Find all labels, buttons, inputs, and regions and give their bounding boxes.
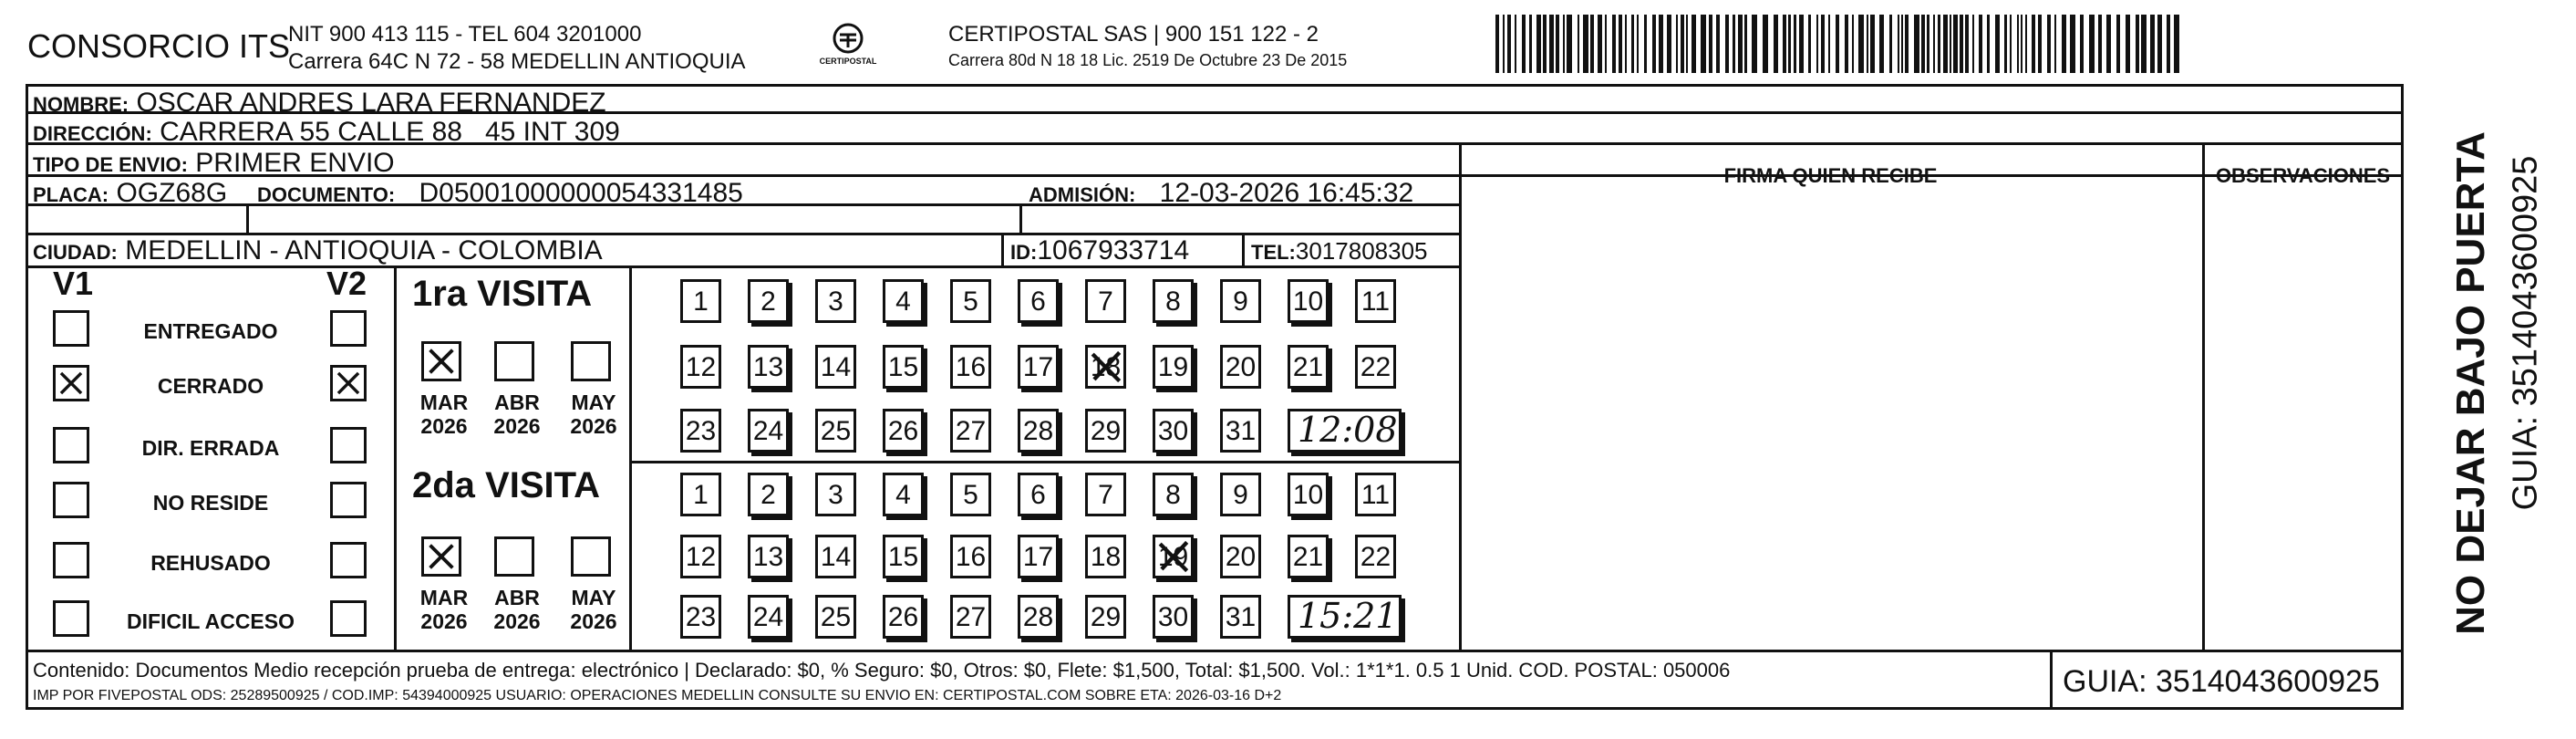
month-label: MAR — [419, 390, 469, 414]
shipment-type: PRIMER ENVIO — [195, 148, 395, 178]
admission-value: 12-03-2026 16:45:32 — [1159, 178, 1414, 208]
barcode-bar — [2136, 15, 2139, 73]
company-address: Carrera 64C N 72 - 58 MEDELLIN ANTIOQUIA — [288, 49, 746, 74]
id-label: ID: — [1010, 241, 1038, 264]
barcode-bar — [1738, 15, 1743, 73]
observations-header: OBSERVACIONES — [2215, 164, 2391, 187]
barcode-bar — [1536, 15, 1541, 73]
barcode-bar — [1808, 15, 1811, 73]
month-label: ABR — [494, 586, 540, 609]
day-box[interactable]: 14 — [815, 345, 856, 389]
barcode-bar — [1556, 15, 1559, 73]
day-box[interactable]: 21 — [1288, 345, 1329, 389]
barcode-bar — [1799, 15, 1804, 73]
year-label: 2026 — [420, 609, 468, 633]
v1-checkbox[interactable] — [53, 482, 89, 518]
day-box[interactable]: 6 — [1018, 279, 1059, 323]
day-box[interactable]: 26 — [883, 595, 924, 639]
v1-checkbox[interactable] — [53, 310, 89, 347]
day-box[interactable]: 4 — [883, 473, 924, 516]
barcode-bar — [1914, 15, 1919, 73]
barcode-bar — [1644, 15, 1647, 73]
tel-label: TEL: — [1251, 241, 1296, 264]
barcode-bar — [1921, 15, 1925, 73]
barcode-bar — [1625, 15, 1627, 73]
city-label: CIUDAD: — [33, 241, 118, 264]
v2-label: V2 — [326, 265, 367, 302]
day-box[interactable]: 5 — [950, 473, 991, 516]
barcode-bar — [1972, 15, 1974, 73]
day-box[interactable]: 22 — [1355, 535, 1396, 578]
year-label: 2026 — [570, 609, 617, 633]
barcode-bar — [1522, 15, 1526, 73]
day-box[interactable]: 13 — [748, 535, 789, 578]
day-box[interactable]: 21 — [1288, 535, 1329, 578]
barcode-bar — [2150, 15, 2155, 73]
barcode-bar — [1752, 15, 1757, 73]
barcode-bar — [1507, 15, 1511, 73]
v1-checkbox[interactable] — [53, 365, 89, 401]
company-name: CONSORCIO ITS — [27, 27, 291, 65]
day-box[interactable]: 19 — [1153, 535, 1194, 578]
day-box[interactable]: 23 — [680, 409, 721, 453]
day-box[interactable]: 24 — [748, 409, 789, 453]
barcode-bar — [2174, 15, 2179, 73]
day-box[interactable]: 31 — [1220, 595, 1261, 639]
day-box[interactable]: 8 — [1153, 473, 1194, 516]
status-label: REHUSADO — [150, 551, 271, 575]
day-box[interactable]: 30 — [1153, 409, 1194, 453]
day-box[interactable]: 3 — [815, 473, 856, 516]
plate-cell — [33, 178, 227, 209]
barcode-bar — [1783, 15, 1786, 73]
city-cell — [33, 235, 603, 266]
observations-area[interactable] — [2206, 177, 2400, 648]
day-box[interactable]: 30 — [1153, 595, 1194, 639]
day-box[interactable]: 27 — [950, 595, 991, 639]
month-label: MAY — [571, 390, 616, 414]
barcode-bar — [1943, 15, 1948, 73]
barcode-bar — [1583, 15, 1588, 73]
month-label: MAR — [419, 586, 469, 609]
day-box[interactable]: 27 — [950, 409, 991, 453]
day-box[interactable]: 18 — [1085, 345, 1126, 389]
barcode-bar — [1965, 15, 1969, 73]
barcode-bar — [1845, 15, 1848, 73]
visit1-title: 1ra VISITA — [412, 274, 593, 314]
type-label: TIPO DE ENVIO: — [33, 153, 188, 176]
v2-checkbox[interactable] — [330, 482, 367, 518]
barcode-bar — [1821, 15, 1825, 73]
month-checkbox[interactable] — [421, 341, 461, 381]
barcode-bar — [1995, 15, 2000, 73]
v1-checkbox[interactable] — [53, 600, 89, 637]
year-label: 2026 — [570, 414, 617, 438]
day-box[interactable]: 5 — [950, 279, 991, 323]
barcode-bar — [1563, 15, 1565, 73]
month-checkbox[interactable] — [571, 341, 611, 381]
barcode-bar — [1933, 15, 1935, 73]
barcode-bar — [1631, 15, 1634, 73]
day-box[interactable]: 12 — [680, 345, 721, 389]
admission-label: ADMISIÓN: — [1029, 183, 1136, 206]
barcode-bar — [1905, 15, 1909, 73]
barcode-bar — [1987, 15, 1990, 73]
day-box[interactable]: 2 — [748, 473, 789, 516]
v1-label: V1 — [53, 265, 94, 302]
handwritten-time-box[interactable] — [1288, 595, 1402, 639]
v2-checkbox[interactable] — [330, 365, 367, 401]
day-box[interactable]: 7 — [1085, 279, 1126, 323]
day-box[interactable]: 15 — [883, 535, 924, 578]
barcode-bar — [1794, 15, 1796, 73]
day-box[interactable]: 23 — [680, 595, 721, 639]
barcode-bar — [1659, 15, 1663, 73]
tel-cell — [1251, 237, 1428, 265]
day-box[interactable]: 16 — [950, 345, 991, 389]
name-label: NOMBRE: — [33, 93, 129, 116]
plate-label: PLACA: — [33, 183, 109, 206]
barcode-bar — [1598, 15, 1602, 73]
barcode-bar — [2116, 15, 2120, 73]
carrier-nit: CERTIPOSTAL SAS | 900 151 122 - 2 — [948, 22, 1319, 47]
barcode-bar — [1763, 15, 1768, 73]
barcode-bar — [1612, 15, 1616, 73]
barcode-bar — [2047, 15, 2051, 73]
barcode-bar — [1637, 15, 1639, 73]
admission-cell — [1029, 178, 1413, 209]
day-box[interactable]: 22 — [1355, 345, 1396, 389]
month-checkbox[interactable] — [494, 536, 534, 577]
day-box[interactable]: 19 — [1153, 345, 1194, 389]
barcode-bar — [1725, 15, 1729, 73]
day-box[interactable]: 6 — [1018, 473, 1059, 516]
month-label: ABR — [494, 390, 540, 414]
type-row — [33, 148, 395, 179]
barcode-bar — [1828, 15, 1830, 73]
content-summary: Contenido: Documentos Medio recepción prueba de entrega: electrónico | Declarado: $0, % Seguro: $0, Otros: $0, Flete: $1,500, Total: $1,500. Vol.: 1*1*1. 0.5 1 Unid. COD. POSTAL: 050006 — [33, 659, 1731, 682]
barcode-bar — [1889, 15, 1892, 73]
barcode-bar — [2080, 15, 2084, 73]
v2-checkbox[interactable] — [330, 600, 367, 637]
barcode-bar — [1619, 15, 1622, 73]
status-label: DIR. ERRADA — [141, 436, 280, 460]
barcode-bar — [1590, 15, 1594, 73]
barcode-bar — [2106, 15, 2111, 73]
barcode-bar — [2089, 15, 2095, 73]
barcode-bar — [1901, 15, 1903, 73]
barcode-bar — [1898, 15, 1899, 73]
name-row — [33, 88, 606, 119]
barcode-bar — [1709, 15, 1712, 73]
barcode-bar — [1858, 15, 1864, 73]
barcode-bar — [1691, 15, 1696, 73]
document-label: DOCUMENTO: — [257, 183, 396, 206]
handwritten-time: 15:21 — [1298, 596, 1398, 636]
barcode-bar — [1774, 15, 1778, 73]
no-dejar-bajo-puerta: NO DEJAR BAJO PUERTA — [2448, 131, 2493, 635]
year-label: 2026 — [493, 414, 541, 438]
carrier-license: Carrera 80d N 18 18 Lic. 2519 De Octubre 23 De 2015 — [948, 51, 1348, 69]
barcode-bar — [1960, 15, 1963, 73]
barcode-bar — [2098, 15, 2102, 73]
barcode-bar — [1788, 15, 1791, 73]
id-cell — [1010, 235, 1189, 266]
barcode-bar — [1676, 15, 1678, 73]
barcode-bar — [1503, 15, 1505, 73]
month-checkbox[interactable] — [494, 341, 534, 381]
barcode-bar — [1979, 15, 1982, 73]
recipient-address: CARRERA 55 CALLE 88 45 INT 309 — [160, 117, 620, 147]
v2-checkbox[interactable] — [330, 427, 367, 463]
day-box[interactable]: 28 — [1018, 595, 1059, 639]
day-box[interactable]: 25 — [815, 409, 856, 453]
day-box[interactable]: 2 — [748, 279, 789, 323]
barcode-bar — [1515, 15, 1516, 73]
month-checkbox[interactable] — [421, 536, 461, 577]
day-box[interactable]: 29 — [1085, 409, 1126, 453]
day-box[interactable]: 1 — [680, 473, 721, 516]
day-box[interactable]: 10 — [1288, 279, 1329, 323]
visit2-title: 2da VISITA — [412, 465, 600, 505]
barcode-bar — [1927, 15, 1929, 73]
address-label: DIRECCIÓN: — [33, 122, 152, 145]
barcode-bar — [1867, 15, 1868, 73]
status-label: CERRADO — [157, 374, 264, 398]
barcode-bar — [2038, 15, 2042, 73]
signature-header: FIRMA QUIEN RECIBE — [1723, 164, 1938, 187]
day-box[interactable]: 25 — [815, 595, 856, 639]
barcode-bar — [2167, 15, 2170, 73]
month-checkbox[interactable] — [571, 536, 611, 577]
day-box[interactable]: 20 — [1220, 345, 1261, 389]
barcode-bar — [2141, 15, 2147, 73]
barcode — [1495, 15, 2179, 73]
handwritten-time: 12:08 — [1298, 410, 1398, 450]
barcode-bar — [1605, 15, 1607, 73]
footer-guia: GUIA: 3514043600925 — [2063, 664, 2380, 699]
certipostal-logo-text: CERTIPOSTAL — [819, 57, 877, 66]
day-box[interactable]: 20 — [1220, 535, 1261, 578]
barcode-bar — [1495, 15, 1499, 73]
day-box[interactable]: 11 — [1355, 279, 1396, 323]
day-box[interactable]: 9 — [1220, 473, 1261, 516]
barcode-bar — [2004, 15, 2007, 73]
signature-area[interactable] — [1463, 177, 2201, 648]
document-cell — [257, 178, 743, 209]
barcode-bar — [2070, 15, 2075, 73]
barcode-bar — [1816, 15, 1818, 73]
barcode-bar — [2017, 15, 2019, 73]
barcode-bar — [1744, 15, 1747, 73]
address-row — [33, 117, 620, 148]
year-label: 2026 — [493, 609, 541, 633]
day-box[interactable]: 8 — [1153, 279, 1194, 323]
barcode-bar — [1938, 15, 1940, 73]
day-box[interactable]: 13 — [748, 345, 789, 389]
status-label: DIFICIL ACCESO — [126, 609, 295, 633]
v1-checkbox[interactable] — [53, 427, 89, 463]
barcode-bar — [1716, 15, 1720, 73]
day-box[interactable]: 18 — [1085, 535, 1126, 578]
day-box[interactable]: 3 — [815, 279, 856, 323]
day-box[interactable]: 15 — [883, 345, 924, 389]
barcode-bar — [2025, 15, 2027, 73]
barcode-bar — [2054, 15, 2056, 73]
barcode-bar — [1667, 15, 1671, 73]
barcode-bar — [2021, 15, 2023, 73]
year-label: 2026 — [420, 414, 468, 438]
barcode-bar — [1652, 15, 1656, 73]
day-box[interactable]: 24 — [748, 595, 789, 639]
month-label: MAY — [571, 586, 616, 609]
certipostal-logo — [812, 20, 885, 71]
barcode-bar — [1879, 15, 1884, 73]
day-box[interactable]: 12 — [680, 535, 721, 578]
barcode-bar — [1733, 15, 1735, 73]
id-value: 1067933714 — [1037, 235, 1190, 265]
day-box[interactable]: 10 — [1288, 473, 1329, 516]
barcode-bar — [2126, 15, 2130, 73]
company-nit: NIT 900 413 115 - TEL 604 3201000 — [288, 22, 642, 47]
barcode-bar — [2157, 15, 2162, 73]
day-box[interactable]: 26 — [883, 409, 924, 453]
barcode-bar — [1578, 15, 1579, 73]
barcode-bar — [1529, 15, 1532, 73]
barcode-bar — [1549, 15, 1554, 73]
document-value: D05001000000054331485 — [419, 178, 743, 208]
recipient-name: OSCAR ANDRES LARA FERNANDEZ — [136, 88, 606, 118]
city-value: MEDELLIN - ANTIOQUIA - COLOMBIA — [125, 235, 603, 265]
status-label: ENTREGADO — [143, 319, 278, 343]
day-box[interactable]: 9 — [1220, 279, 1261, 323]
day-box[interactable]: 14 — [815, 535, 856, 578]
side-guia: GUIA: 3514043600925 — [2506, 155, 2545, 511]
v1-checkbox[interactable] — [53, 542, 89, 578]
day-box[interactable]: 11 — [1355, 473, 1396, 516]
day-box[interactable]: 1 — [680, 279, 721, 323]
barcode-bar — [1836, 15, 1839, 73]
v2-checkbox[interactable] — [330, 542, 367, 578]
day-box[interactable]: 4 — [883, 279, 924, 323]
day-box[interactable]: 17 — [1018, 345, 1059, 389]
plate-value: OGZ68G — [116, 178, 228, 208]
v2-checkbox[interactable] — [330, 310, 367, 347]
barcode-bar — [1852, 15, 1854, 73]
barcode-bar — [2010, 15, 2012, 73]
barcode-bar — [2032, 15, 2035, 73]
day-box[interactable]: 7 — [1085, 473, 1126, 516]
day-box[interactable]: 29 — [1085, 595, 1126, 639]
tel-value: 3017808305 — [1295, 237, 1428, 265]
print-info: IMP POR FIVEPOSTAL ODS: 25289500925 / COD.IMP: 54394000925 USUARIO: OPERACIONES MEDELLIN CONSULTE SU ENVIO EN: CERTIPOSTAL.COM SOBRE ETA: 2026-03-16 D+2 — [33, 688, 1282, 703]
day-box[interactable]: 28 — [1018, 409, 1059, 453]
handwritten-time-box[interactable] — [1288, 409, 1402, 453]
barcode-bar — [1870, 15, 1875, 73]
barcode-bar — [1681, 15, 1684, 73]
barcode-bar — [1701, 15, 1706, 73]
status-label: NO RESIDE — [152, 491, 269, 515]
day-box[interactable]: 16 — [950, 535, 991, 578]
barcode-bar — [1567, 15, 1572, 73]
barcode-bar — [1686, 15, 1688, 73]
day-box[interactable]: 17 — [1018, 535, 1059, 578]
barcode-bar — [1950, 15, 1951, 73]
barcode-bar — [1953, 15, 1958, 73]
day-box[interactable]: 31 — [1220, 409, 1261, 453]
barcode-bar — [1543, 15, 1547, 73]
barcode-bar — [2062, 15, 2066, 73]
